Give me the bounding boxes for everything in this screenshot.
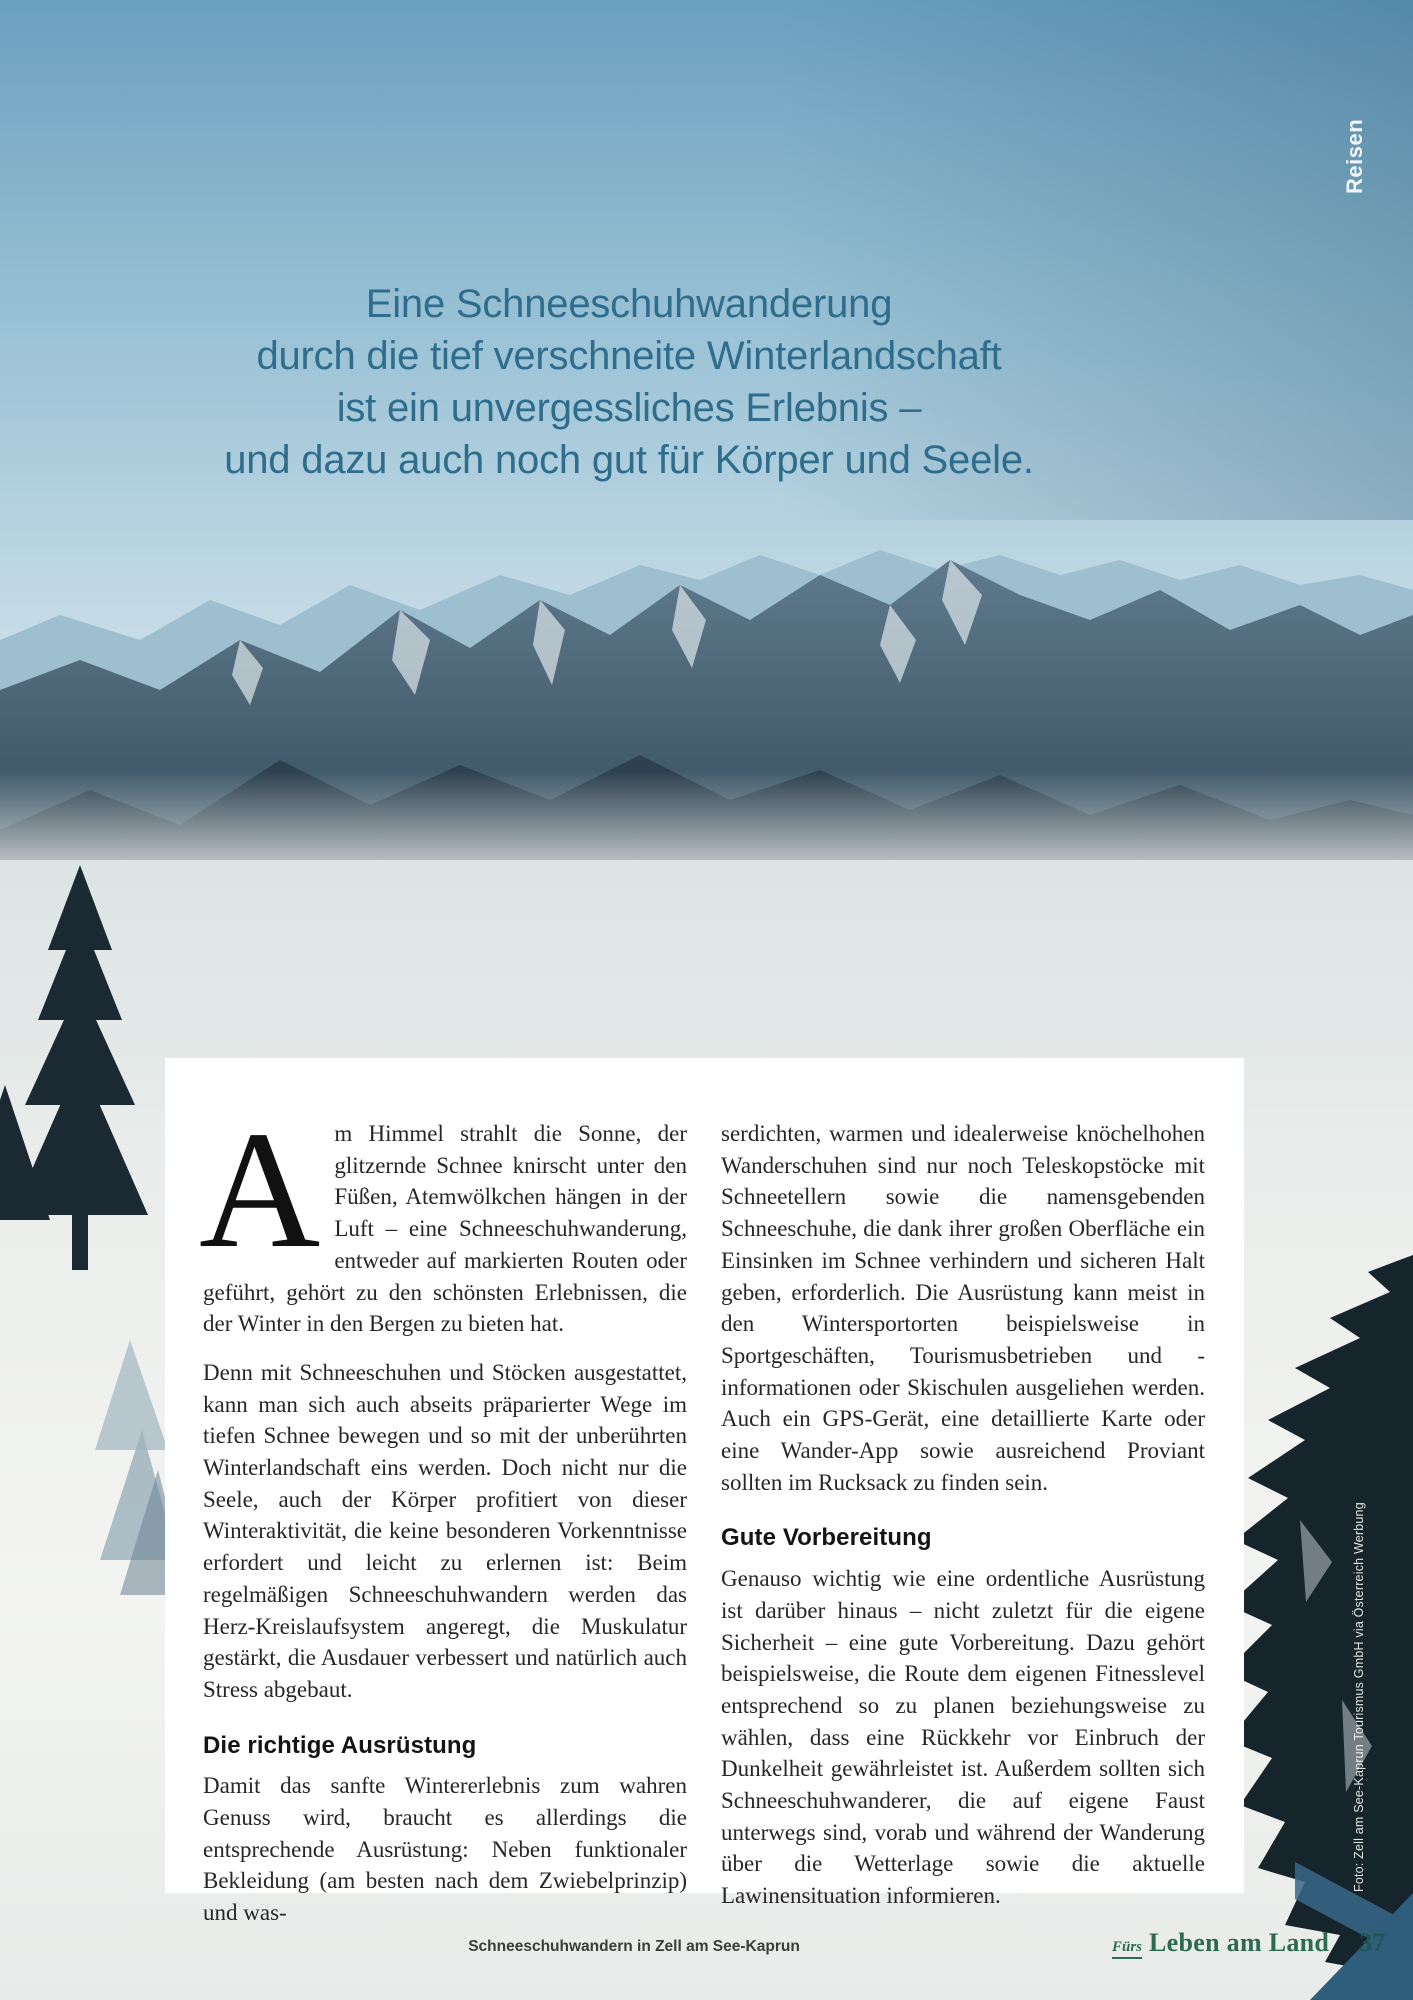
intro-quote xyxy=(129,278,1129,486)
paragraph-opening xyxy=(199,1097,687,1340)
paragraph: Damit das sanfte Wintererlebnis zum wahren Genuss wird, braucht es allerdings die entsprechende Ausrüstung: Neben funktionaler Bekleidung (am besten nach dem Zwiebelprinzip) und was- xyxy=(203,1773,687,1926)
article-columns xyxy=(199,1097,1205,1946)
section-label: Reisen xyxy=(1342,118,1367,194)
article-column-right xyxy=(721,1118,1205,1946)
footer-article-title: Schneeschuhwandern in Zell am See-Kaprun xyxy=(468,1938,800,1955)
subheading-vorbereitung: Gute Vorbereitung xyxy=(721,1524,932,1552)
intro-quote-line: und dazu auch noch gut für Körper und Seele. xyxy=(224,438,1034,482)
magazine-brand-prefix: Fürs xyxy=(1112,1939,1142,1959)
magazine-brand xyxy=(1112,1928,1392,1959)
magazine-brand-name: Leben am Land xyxy=(1149,1928,1330,1957)
article-column-left xyxy=(199,1097,687,1946)
page-number: 37 xyxy=(1359,1928,1386,1957)
photo-credit: Foto: Zell am See-Kaprun Tourismus GmbH via Österreich Werbung xyxy=(1352,1502,1366,1892)
drop-cap: A xyxy=(199,1097,321,1283)
paragraph-opening-text: m Himmel strahlt die Sonne, der glitzernde Schnee knirscht unter den Füßen, Atemwölkchen hängen in der Luft – eine Schneeschuhwanderung, entweder auf markierten Routen oder geführt, gehört zu den schönsten Erlebnissen, die der Winter in den Bergen zu bieten hat. xyxy=(203,1121,687,1337)
intro-quote-line: ist ein unvergessliches Erlebnis – xyxy=(336,386,922,430)
paragraph: Denn mit Schneeschuhen und Stöcken ausgestattet, kann man sich auch abseits präparierter Wege im tiefen Schnee bewegen und so mit der unberührten Winterlandschaft eins werden. Doch nicht nur die Seele, auch der Körper profitiert von dieser Winteraktivität, die keine besonderen Vorkenntnisse erfordert und leicht zu erlernen ist: Beim regelmäßigen Schneeschuhwandern werden das Herz-Kreislaufsystem angeregt, die Muskulatur gestärkt, die Ausdauer verbessert und natürlich auch Stress abgebaut. xyxy=(203,1359,687,1702)
subheading-ausruestung: Die richtige Ausrüstung xyxy=(203,1731,477,1759)
article-box xyxy=(165,1058,1244,1926)
paragraph: Genauso wichtig wie eine ordentliche Ausrüstung ist darüber hinaus – nicht zuletzt für die eigene Sicherheit – eine gute Vorbereitung. Dazu gehört beispielsweise, die Route dem eigenen Fitnesslevel entsprechend so zu planen beziehungsweise zu wählen, dass eine Rückkehr vor Einbruch der Dunkelheit gewährleistet ist. Außerdem sollten sich Schneeschuhwanderer, die auf eigene Faust unterwegs sind, vorab und während der Wanderung über die Wetterlage sowie die aktuelle Lawinensituation informieren. xyxy=(721,1566,1205,1909)
intro-quote-line: Eine Schneeschuhwanderung xyxy=(365,282,893,326)
intro-quote-line: durch die tief verschneite Winterlandschaft xyxy=(256,334,1002,378)
paragraph: serdichten, warmen und idealerweise knöchelhohen Wanderschuhen sind nur noch Teleskopstöcke mit Schneetellern sowie die namensgebenden Schneeschuhe, die dank ihrer großen Oberfläche ein Einsinken im Schnee verhindern und sicheren Halt geben, erforderlich. Die Ausrüstung kann meist in den Wintersportorten beispielsweise in Sportgeschäften, Tourismusbetrieben und -informationen oder Skischulen ausgeliehen werden. Auch ein GPS-Gerät, eine detaillierte Karte oder eine Wander-App sowie ausreichend Proviant sollten im Rucksack zu finden sein. xyxy=(721,1121,1205,1495)
